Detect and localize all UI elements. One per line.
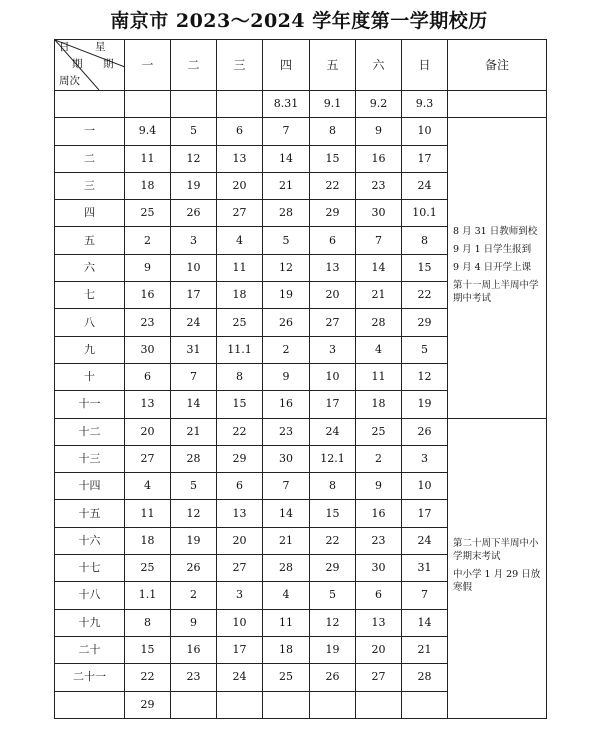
date-cell-wed: 20 <box>217 527 263 554</box>
date-cell-tue: 23 <box>171 664 217 691</box>
date-cell-tue: 17 <box>171 282 217 309</box>
week-number-cell: 十一 <box>55 391 125 418</box>
date-cell-sun: 12 <box>402 363 448 390</box>
date-cell-wed <box>217 91 263 118</box>
date-cell-thu <box>263 691 310 718</box>
date-cell-sat: 21 <box>356 282 402 309</box>
date-cell-tue: 24 <box>171 309 217 336</box>
date-cell-sat: 14 <box>356 254 402 281</box>
date-cell-tue <box>171 691 217 718</box>
date-cell-fri: 19 <box>310 636 356 663</box>
date-cell-sat: 30 <box>356 555 402 582</box>
date-cell-thu: 7 <box>263 473 310 500</box>
note-text: 第二十周下半周中小学期末考试 <box>453 538 539 563</box>
date-cell-tue: 5 <box>171 118 217 145</box>
date-cell-sat: 11 <box>356 363 402 390</box>
week-number-cell: 九 <box>55 336 125 363</box>
date-cell-sun: 10 <box>402 118 448 145</box>
day-header-wed: 三 <box>217 40 263 91</box>
date-cell-mon: 20 <box>125 418 171 445</box>
week-number-cell: 五 <box>55 227 125 254</box>
date-cell-wed: 27 <box>217 555 263 582</box>
date-cell-wed: 11.1 <box>217 336 263 363</box>
notes-cell-second <box>448 418 547 718</box>
date-cell-sun: 31 <box>402 555 448 582</box>
date-cell-thu: 16 <box>263 391 310 418</box>
date-cell-mon: 11 <box>125 145 171 172</box>
date-cell-sat: 27 <box>356 664 402 691</box>
corner-label-ri: 日 <box>59 41 70 53</box>
date-cell-wed: 3 <box>217 582 263 609</box>
date-cell-tue: 3 <box>171 227 217 254</box>
date-cell-wed: 17 <box>217 636 263 663</box>
date-cell-thu: 30 <box>263 445 310 472</box>
notes-cell-first <box>448 118 547 418</box>
date-cell-mon: 30 <box>125 336 171 363</box>
note-text: 中小学 1 月 29 日放寒假 <box>453 569 541 594</box>
date-cell-fri: 27 <box>310 309 356 336</box>
date-cell-mon: 13 <box>125 391 171 418</box>
date-cell-fri: 6 <box>310 227 356 254</box>
date-cell-thu: 25 <box>263 664 310 691</box>
date-cell-fri: 29 <box>310 200 356 227</box>
date-cell-sun: 8 <box>402 227 448 254</box>
date-cell-wed: 6 <box>217 118 263 145</box>
date-cell-sun: 21 <box>402 636 448 663</box>
date-cell-sat: 16 <box>356 145 402 172</box>
week-number-cell <box>55 91 125 118</box>
week-number-cell: 八 <box>55 309 125 336</box>
date-cell-fri: 29 <box>310 555 356 582</box>
date-cell-fri: 22 <box>310 172 356 199</box>
date-cell-wed: 18 <box>217 282 263 309</box>
date-cell-sun: 29 <box>402 309 448 336</box>
date-cell-sat: 18 <box>356 391 402 418</box>
date-cell-tue: 9 <box>171 609 217 636</box>
date-cell-mon: 8 <box>125 609 171 636</box>
date-cell-sun: 15 <box>402 254 448 281</box>
date-cell-mon: 9 <box>125 254 171 281</box>
date-cell-sun: 17 <box>402 145 448 172</box>
school-calendar-table <box>54 39 547 719</box>
date-cell-thu: 5 <box>263 227 310 254</box>
week-row <box>55 91 547 118</box>
date-cell-fri: 15 <box>310 500 356 527</box>
date-cell-thu: 14 <box>263 500 310 527</box>
date-cell-fri: 26 <box>310 664 356 691</box>
date-cell-fri: 17 <box>310 391 356 418</box>
date-cell-mon: 11 <box>125 500 171 527</box>
week-row <box>55 418 547 445</box>
date-cell-mon: 27 <box>125 445 171 472</box>
date-cell-sun: 9.3 <box>402 91 448 118</box>
date-cell-tue: 12 <box>171 145 217 172</box>
week-number-cell: 二十 <box>55 636 125 663</box>
date-cell-sun: 24 <box>402 172 448 199</box>
date-cell-mon: 18 <box>125 527 171 554</box>
date-cell-mon: 29 <box>125 691 171 718</box>
date-cell-tue: 19 <box>171 172 217 199</box>
date-cell-sun: 19 <box>402 391 448 418</box>
date-cell-tue: 7 <box>171 363 217 390</box>
date-cell-wed: 27 <box>217 200 263 227</box>
date-cell-mon: 1.1 <box>125 582 171 609</box>
date-cell-wed: 10 <box>217 609 263 636</box>
date-cell-wed: 13 <box>217 500 263 527</box>
date-cell-thu: 21 <box>263 172 310 199</box>
week-number-cell: 十九 <box>55 609 125 636</box>
date-cell-thu: 21 <box>263 527 310 554</box>
date-cell-thu: 12 <box>263 254 310 281</box>
date-cell-thu: 23 <box>263 418 310 445</box>
note-text: 9 月 4 日开学上课 <box>453 262 532 274</box>
date-cell-sat: 2 <box>356 445 402 472</box>
date-cell-sun: 10 <box>402 473 448 500</box>
page-title: 南京市 2023～2024 学年度第一学期校历 <box>110 10 488 32</box>
day-header-sat: 六 <box>356 40 402 91</box>
day-header-fri: 五 <box>310 40 356 91</box>
date-cell-sat: 9 <box>356 118 402 145</box>
corner-label-qi-2: 期 <box>103 58 114 70</box>
date-cell-thu: 2 <box>263 336 310 363</box>
date-cell-mon: 15 <box>125 636 171 663</box>
date-cell-mon <box>125 91 171 118</box>
week-number-cell: 二 <box>55 145 125 172</box>
date-cell-sun <box>402 691 448 718</box>
date-cell-wed: 11 <box>217 254 263 281</box>
date-cell-sun: 22 <box>402 282 448 309</box>
week-row <box>55 118 547 145</box>
note-text: 9 月 1 日学生报到 <box>453 244 532 256</box>
date-cell-wed: 24 <box>217 664 263 691</box>
date-cell-sat <box>356 691 402 718</box>
date-cell-sun: 26 <box>402 418 448 445</box>
notes-header: 备注 <box>448 40 547 91</box>
date-cell-sat: 30 <box>356 200 402 227</box>
date-cell-sat: 9 <box>356 473 402 500</box>
date-cell-tue: 28 <box>171 445 217 472</box>
week-number-cell: 十三 <box>55 445 125 472</box>
date-cell-sun: 3 <box>402 445 448 472</box>
week-number-cell: 十二 <box>55 418 125 445</box>
week-number-cell: 十四 <box>55 473 125 500</box>
date-cell-fri: 3 <box>310 336 356 363</box>
date-cell-thu: 7 <box>263 118 310 145</box>
date-cell-mon: 4 <box>125 473 171 500</box>
date-cell-tue: 5 <box>171 473 217 500</box>
date-cell-thu: 11 <box>263 609 310 636</box>
week-number-cell: 六 <box>55 254 125 281</box>
date-cell-mon: 23 <box>125 309 171 336</box>
date-cell-thu: 28 <box>263 200 310 227</box>
date-cell-thu: 9 <box>263 363 310 390</box>
date-cell-wed: 22 <box>217 418 263 445</box>
date-cell-sat: 9.2 <box>356 91 402 118</box>
week-number-cell: 十七 <box>55 555 125 582</box>
date-cell-thu: 28 <box>263 555 310 582</box>
date-cell-wed: 13 <box>217 145 263 172</box>
date-cell-wed: 29 <box>217 445 263 472</box>
date-cell-wed <box>217 691 263 718</box>
date-cell-mon: 2 <box>125 227 171 254</box>
date-cell-mon: 6 <box>125 363 171 390</box>
week-number-cell: 十五 <box>55 500 125 527</box>
notes-empty-cell <box>448 91 547 118</box>
date-cell-sun: 7 <box>402 582 448 609</box>
date-cell-wed: 25 <box>217 309 263 336</box>
corner-label-zhouci: 周次 <box>59 75 80 87</box>
date-cell-tue: 19 <box>171 527 217 554</box>
date-cell-sat: 4 <box>356 336 402 363</box>
date-cell-sun: 5 <box>402 336 448 363</box>
note-text: 第十一周上半周中学期中考试 <box>453 280 539 305</box>
date-cell-sun: 17 <box>402 500 448 527</box>
date-cell-mon: 25 <box>125 555 171 582</box>
date-cell-sat: 7 <box>356 227 402 254</box>
date-cell-sun: 14 <box>402 609 448 636</box>
date-cell-tue: 2 <box>171 582 217 609</box>
date-cell-fri: 12.1 <box>310 445 356 472</box>
week-number-cell: 二十一 <box>55 664 125 691</box>
date-cell-mon: 18 <box>125 172 171 199</box>
date-cell-mon: 16 <box>125 282 171 309</box>
date-cell-thu: 19 <box>263 282 310 309</box>
date-cell-mon: 9.4 <box>125 118 171 145</box>
date-cell-tue: 16 <box>171 636 217 663</box>
day-header-sun: 日 <box>402 40 448 91</box>
week-number-cell: 四 <box>55 200 125 227</box>
date-cell-sun: 28 <box>402 664 448 691</box>
corner-header-cell <box>55 40 125 91</box>
date-cell-fri: 20 <box>310 282 356 309</box>
date-cell-wed: 15 <box>217 391 263 418</box>
date-cell-wed: 4 <box>217 227 263 254</box>
date-cell-tue: 12 <box>171 500 217 527</box>
date-cell-sat: 23 <box>356 527 402 554</box>
date-cell-fri: 22 <box>310 527 356 554</box>
day-header-thu: 四 <box>263 40 310 91</box>
date-cell-mon: 25 <box>125 200 171 227</box>
date-cell-tue: 26 <box>171 200 217 227</box>
date-cell-sat: 6 <box>356 582 402 609</box>
date-cell-sun: 24 <box>402 527 448 554</box>
date-cell-fri: 15 <box>310 145 356 172</box>
date-cell-fri: 8 <box>310 118 356 145</box>
date-cell-fri: 12 <box>310 609 356 636</box>
week-number-cell: 十八 <box>55 582 125 609</box>
date-cell-sat: 20 <box>356 636 402 663</box>
date-cell-sat: 28 <box>356 309 402 336</box>
week-number-cell: 三 <box>55 172 125 199</box>
date-cell-fri: 13 <box>310 254 356 281</box>
week-number-cell: 十六 <box>55 527 125 554</box>
corner-label-qi-1: 期 <box>72 58 83 70</box>
date-cell-fri: 9.1 <box>310 91 356 118</box>
date-cell-thu: 4 <box>263 582 310 609</box>
date-cell-fri <box>310 691 356 718</box>
date-cell-fri: 24 <box>310 418 356 445</box>
date-cell-sat: 16 <box>356 500 402 527</box>
date-cell-mon: 22 <box>125 664 171 691</box>
date-cell-fri: 8 <box>310 473 356 500</box>
header-row <box>55 40 547 91</box>
date-cell-sat: 23 <box>356 172 402 199</box>
date-cell-thu: 14 <box>263 145 310 172</box>
week-number-cell: 一 <box>55 118 125 145</box>
day-header-mon: 一 <box>125 40 171 91</box>
date-cell-wed: 20 <box>217 172 263 199</box>
date-cell-tue: 10 <box>171 254 217 281</box>
week-number-cell <box>55 691 125 718</box>
week-number-cell: 十 <box>55 363 125 390</box>
date-cell-thu: 26 <box>263 309 310 336</box>
date-cell-thu: 8.31 <box>263 91 310 118</box>
date-cell-tue <box>171 91 217 118</box>
note-text: 8 月 31 日教师到校 <box>453 226 538 238</box>
date-cell-fri: 5 <box>310 582 356 609</box>
date-cell-tue: 26 <box>171 555 217 582</box>
date-cell-wed: 6 <box>217 473 263 500</box>
date-cell-sun: 10.1 <box>402 200 448 227</box>
date-cell-sat: 13 <box>356 609 402 636</box>
week-number-cell: 七 <box>55 282 125 309</box>
date-cell-tue: 31 <box>171 336 217 363</box>
date-cell-fri: 10 <box>310 363 356 390</box>
date-cell-sat: 25 <box>356 418 402 445</box>
date-cell-thu: 18 <box>263 636 310 663</box>
date-cell-wed: 8 <box>217 363 263 390</box>
date-cell-tue: 21 <box>171 418 217 445</box>
corner-label-xing: 星 <box>95 41 106 53</box>
day-header-tue: 二 <box>171 40 217 91</box>
date-cell-tue: 14 <box>171 391 217 418</box>
